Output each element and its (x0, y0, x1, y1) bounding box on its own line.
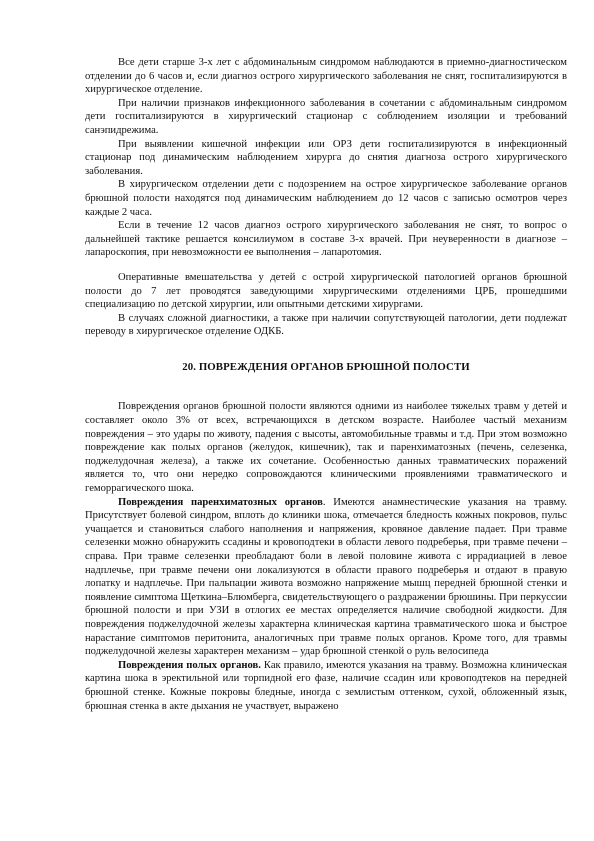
paragraph-observation: Все дети старше 3-х лет с абдоминальным синдромом наблюдаются в приемно-диагностическом отделении до 6 часов и, если диагноз острого хирургического заболевания не снят, госпитализируются в хирургическое отделение. (85, 57, 567, 96)
paragraph-parenchymal (85, 496, 567, 659)
paragraph-intro: Повреждения органов брюшной полости являются одними из наиболее тяжелых травм у детей и составляет около 3% от всех, встречающихся в детском возрасте. Наиболее частый механизм повреждения – это удары по животу, падения с высоты, автомобильные травмы и т.д. При этом возможно повреждение как полых органов (желудок, кишечник), так и паренхиматозных (печень, селезенка, поджелудочная железа), а также их сочетание. Особенностью данных травматических поражений является то, что они нередко сопровождаются клиническими проявлениями травматического и геморрагического шока. (85, 401, 567, 495)
paragraph-transfer: В случаях сложной диагностики, а также при наличии сопутствующей патологии, дети подлежат переводу в хирургическое отделение ОДКБ. (85, 312, 567, 338)
document-body (85, 56, 567, 713)
paragraph-intestinal-infection: При выявлении кишечной инфекции или ОРЗ дети госпитализируются в инфекционный стационар под динамическим наблюдением хирурга до снятия диагноза острого хирургического заболевания. (85, 138, 567, 177)
parenchymal-title: Повреждения паренхиматозных органов (118, 496, 323, 508)
paragraph-hollow (85, 659, 567, 713)
paragraph-operations: Оперативные вмешательства у детей с острой хирургической патологией органов брюшной полости до 7 лет проводятся заведующими хирургическими отделениями ЦРБ, прошедшими специализацию по детской хирургии, или опытными детскими хирургами. (85, 271, 567, 311)
hollow-text: Как правило, имеются указания на травму. Возможна клиническая картина шока в эректильной или торпидной его фазе, наличие ссадин или кровоподтеков на передней брюшной стенке. Кожные покровы бледные, иногда с землистым оттенком, сухой, обложенный язык, брюшная стенка в акте дыхания не участвует, выражено (85, 659, 567, 712)
section-heading: 20. ПОВРЕЖДЕНИЯ ОРГАНОВ БРЮШНОЙ ПОЛОСТИ (182, 360, 470, 373)
parenchymal-text: . Имеются анамнестические указания на травму. Присутствует болевой синдром, вплоть до клиники шока, отмечается бледность кожных покровов, пульс учащается и становиться слабого наполнения и напряжения, кровяное давление падает. При травме селезенки можно обнаружить ссадины и кровоподтеки в области левого подреберья, при травме печени – справа. При травме селезенки преобладают боли в левой половине живота с иррадиацией в левое надплечье, при травме печени они локализуются в области правого подреберья и отдают в правую лопатку и надплечье. При пальпации живота возможно напряжение мышц передней брюшной стенки и появление симптома Щеткина–Блюмберга, свидетельствующего о раздражении брюшины. При перкуссии брюшной полости и при УЗИ в отлогих ее местах определяется наличие свободной жидкости. Для повреждения поджелудочной железы характерна клиническая картина травматического шока и быстрое нарастание симптомов перитонита, аналогичных при травме полых органов. Кроме того, для травмы поджелудочной железы характерен механизм – удар брюшной стенкой о руль велосипеда (85, 496, 567, 658)
spacer (85, 260, 567, 271)
hollow-title: Повреждения полых органов. (118, 659, 261, 671)
paragraph-infection: При наличии признаков инфекционного заболевания в сочетании с абдоминальным синдромом дети госпитализируются в хирургический стационар с соблюдением изоляции и требований санэпидрежима. (85, 97, 567, 136)
paragraph-consilium: Если в течение 12 часов диагноз острого хирургического заболевания не снят, то вопрос о дальнейшей тактике решается консилиумом в составе 3-х врачей. При неуверенности в диагнозе – лапароскопия, при невозможности ее выполнения – лапаротомия. (85, 220, 567, 259)
paragraph-surgical-department: В хирургическом отделении дети с подозрением на острое хирургическое заболевание органов брюшной полости находятся под динамическим наблюдением до 12 часов с записью осмотров через каждые 2 часа. (85, 179, 567, 218)
